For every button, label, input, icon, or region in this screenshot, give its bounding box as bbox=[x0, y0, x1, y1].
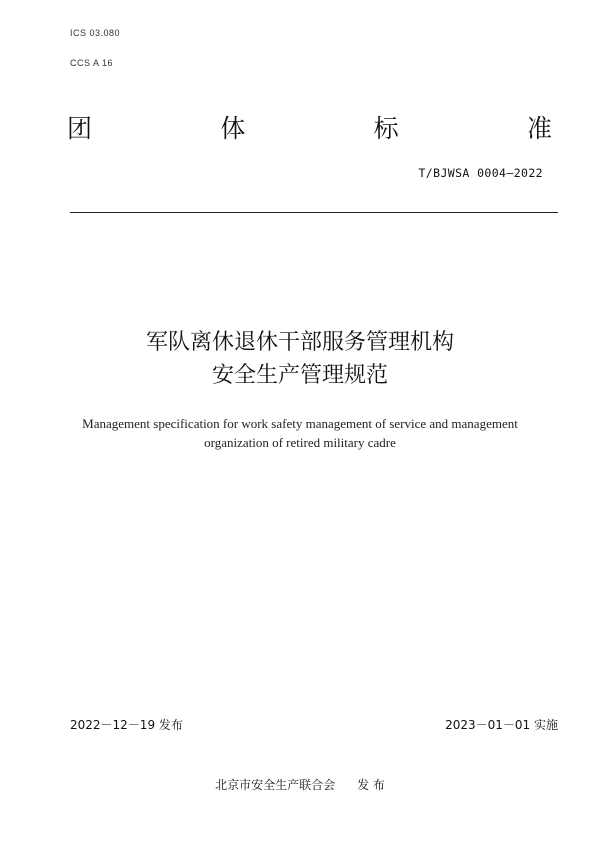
standard-number: T/BJWSA 0004—2022 bbox=[418, 166, 543, 180]
issue-date: 2022－12－19 发布 bbox=[70, 718, 183, 732]
title-chinese-line-2: 安全生产管理规范 bbox=[211, 363, 388, 388]
ccs-code: CCS A 16 bbox=[70, 58, 114, 68]
title-english-line-1: Management specification for work safety management of service and management bbox=[82, 416, 518, 431]
standard-type-char-2: 体 bbox=[220, 114, 246, 143]
title-chinese bbox=[0, 326, 600, 392]
header-divider bbox=[70, 212, 558, 213]
title-english-line-2: organization of retired military cadre bbox=[204, 435, 396, 450]
publisher-action: 发 布 bbox=[357, 778, 385, 792]
standard-type-char-4: 准 bbox=[526, 114, 552, 143]
publisher-line bbox=[0, 776, 600, 793]
standard-type-char-3: 标 bbox=[373, 114, 399, 143]
ics-code: ICS 03.080 bbox=[70, 28, 121, 38]
standard-type-heading bbox=[67, 114, 552, 144]
title-english bbox=[40, 414, 560, 452]
publisher-name: 北京市安全生产联合会 bbox=[215, 778, 336, 792]
implementation-date: 2023－01－01 实施 bbox=[445, 718, 558, 732]
title-chinese-line-1: 军队离休退休干部服务管理机构 bbox=[145, 330, 454, 355]
standard-type-char-1: 团 bbox=[67, 114, 93, 143]
